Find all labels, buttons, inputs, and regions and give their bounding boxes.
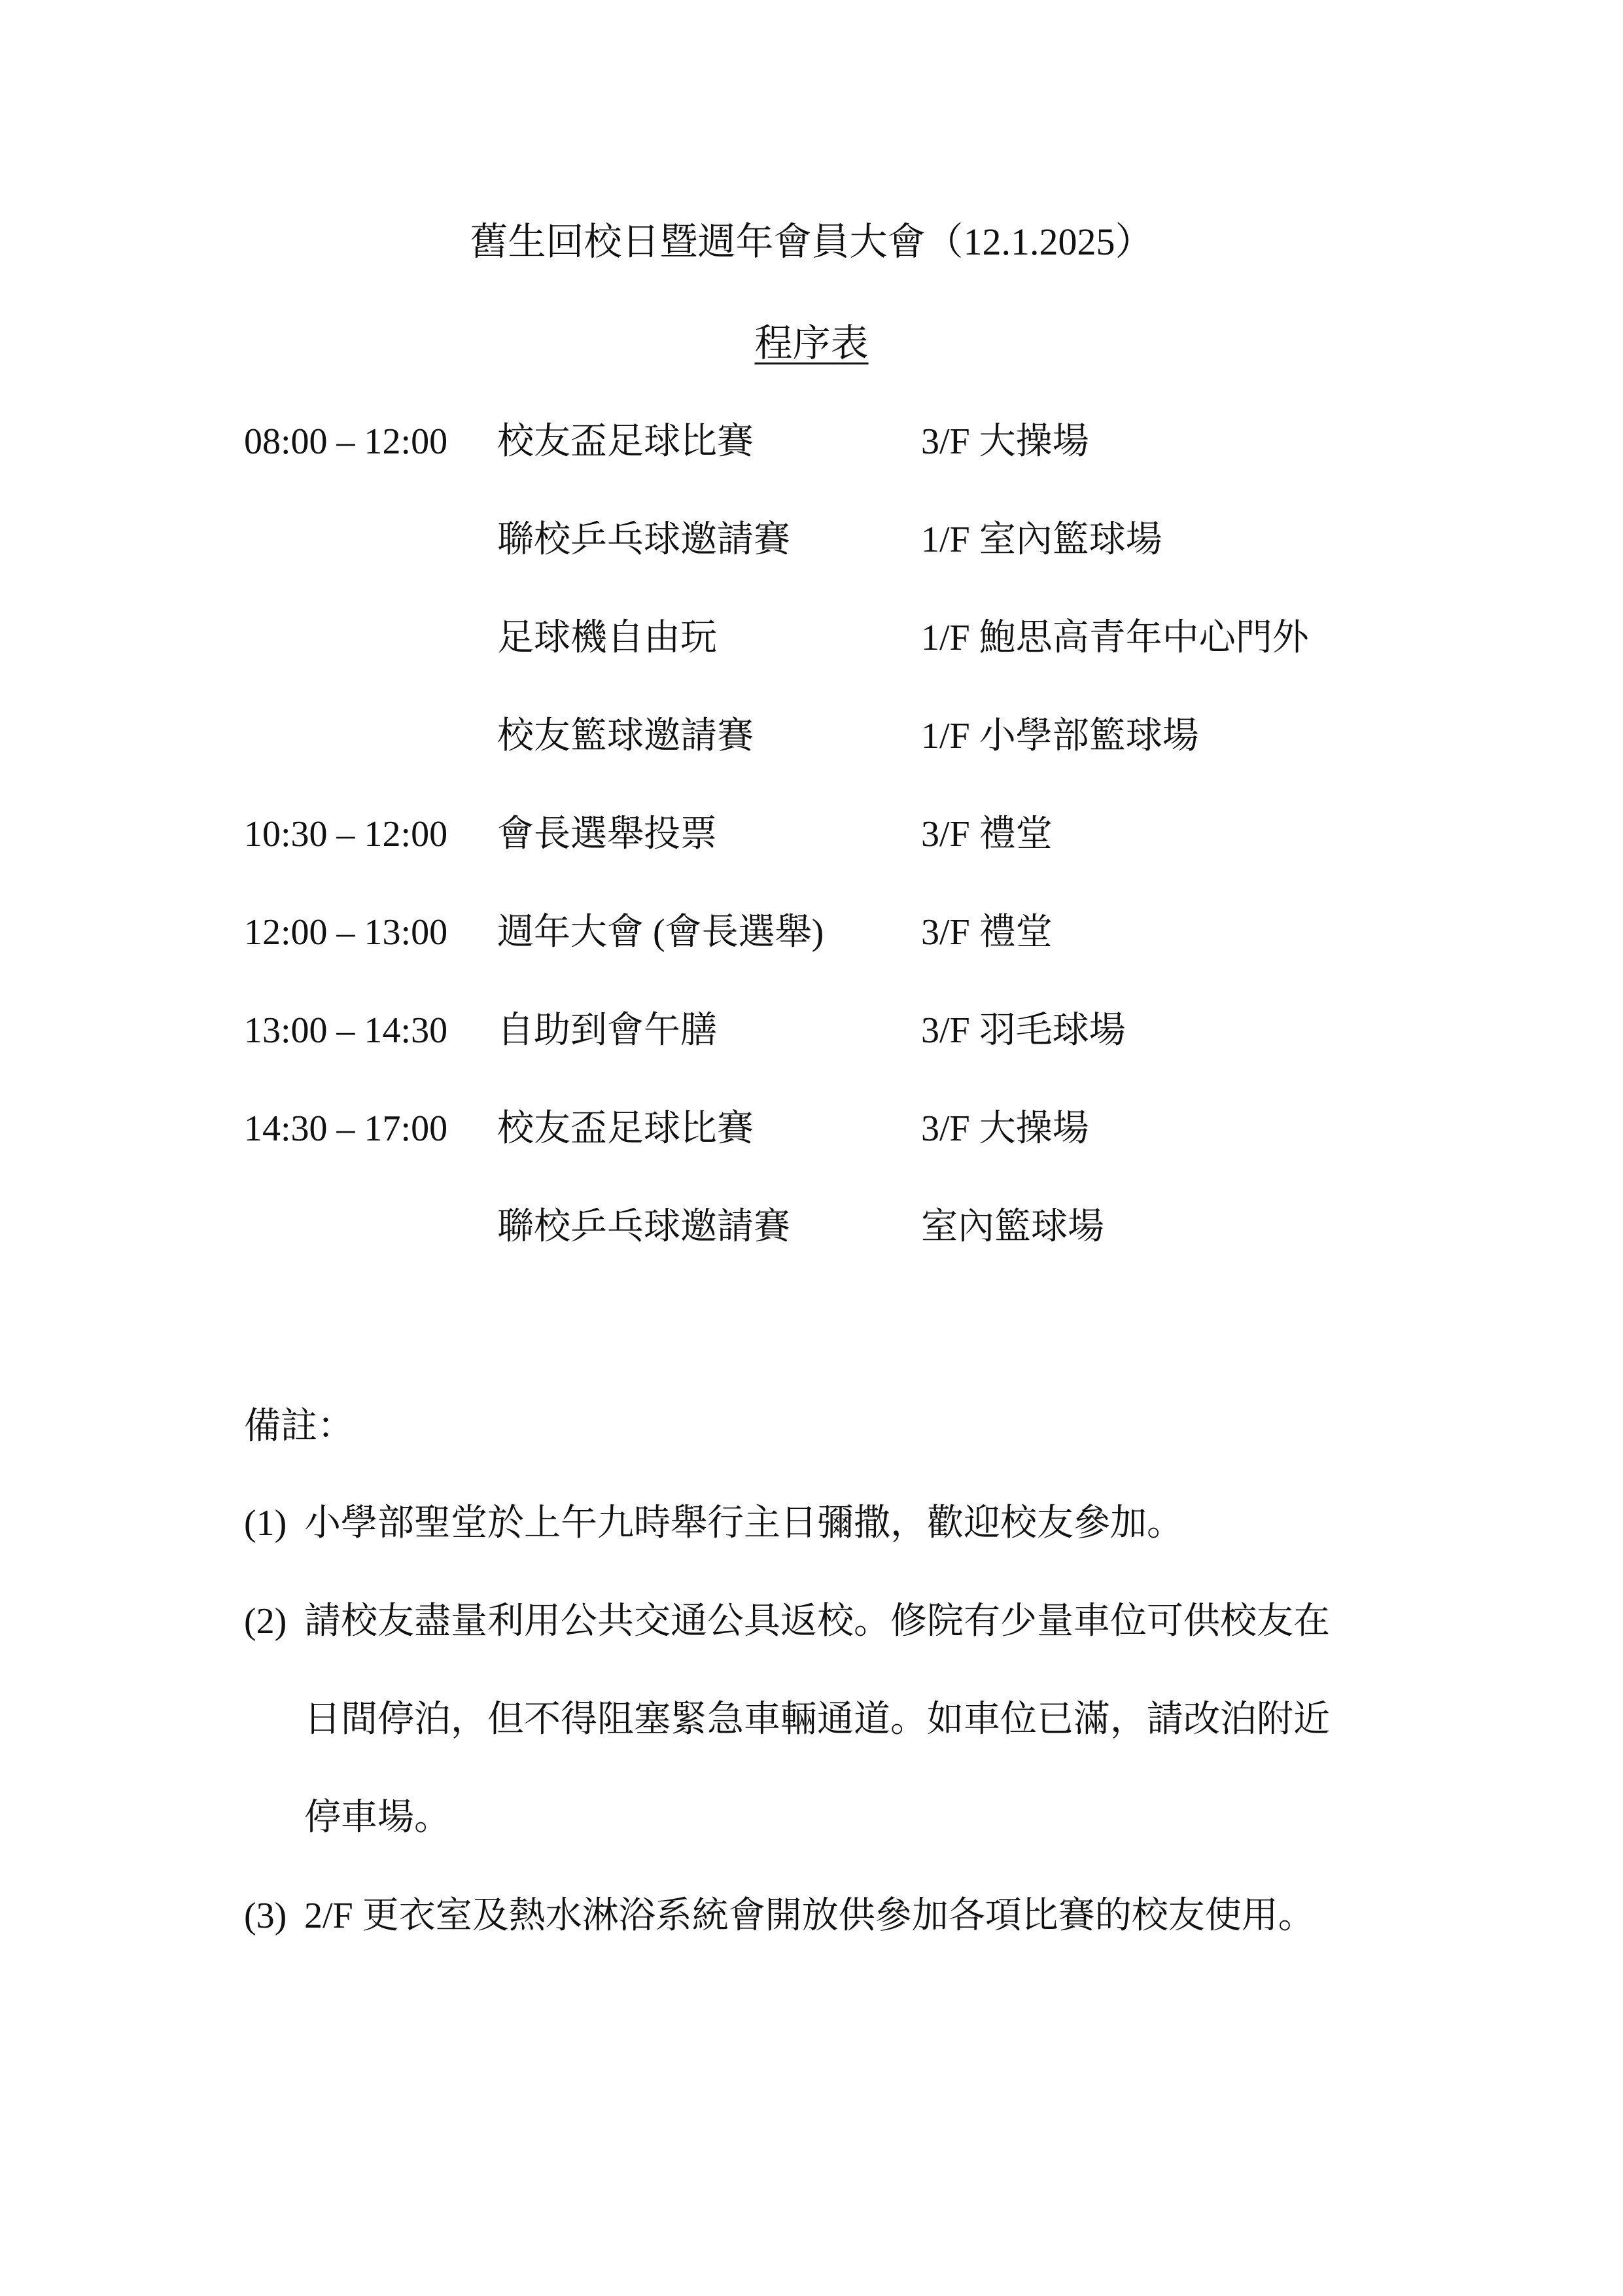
schedule-event: 校友盃足球比賽 — [497, 421, 754, 462]
schedule-table — [244, 415, 1422, 1299]
schedule-row — [244, 612, 1422, 710]
note-text-line: 請校友盡量利用公共交通公具返校。修院有少量車位可供校友在 — [304, 1601, 1330, 1642]
schedule-row — [244, 1004, 1422, 1103]
schedule-event: 校友盃足球比賽 — [497, 1108, 754, 1149]
schedule-event: 校友籃球邀請賽 — [497, 716, 754, 756]
schedule-event: 會長選舉投票 — [497, 814, 717, 855]
note-text-line: 小學部聖堂於上午九時舉行主日彌撒，歡迎校友參加。 — [304, 1503, 1183, 1544]
schedule-venue: 3/F 禮堂 — [921, 814, 1053, 855]
schedule-event: 足球機自由玩 — [497, 618, 717, 658]
note-number: (3) — [244, 1896, 287, 1936]
schedule-row — [244, 415, 1422, 514]
schedule-time: 13:00 – 14:30 — [244, 1010, 448, 1051]
schedule-heading — [0, 317, 1623, 370]
note-number: (1) — [244, 1503, 287, 1544]
schedule-row — [244, 906, 1422, 1004]
schedule-venue: 1/F 小學部籃球場 — [921, 716, 1199, 756]
schedule-venue: 3/F 羽毛球場 — [921, 1010, 1126, 1051]
schedule-row — [244, 1103, 1422, 1201]
note-text-line: 2/F 更衣室及熱水淋浴系統會開放供參加各項比賽的校友使用。 — [304, 1896, 1315, 1936]
schedule-row — [244, 710, 1422, 808]
schedule-venue: 3/F 大操場 — [921, 1108, 1089, 1149]
schedule-time: 10:30 – 12:00 — [244, 814, 448, 855]
schedule-venue: 室內籃球場 — [921, 1207, 1104, 1247]
schedule-time: 08:00 – 12:00 — [244, 421, 448, 462]
schedule-event: 聯校乒乓球邀請賽 — [497, 520, 790, 560]
note-text-line: 日間停泊，但不得阻塞緊急車輛通道。如車位已滿，請改泊附近 — [304, 1699, 1330, 1740]
schedule-row — [244, 514, 1422, 612]
schedule-event: 自助到會午膳 — [497, 1010, 717, 1051]
schedule-row — [244, 808, 1422, 906]
schedule-venue: 1/F 室內籃球場 — [921, 520, 1162, 560]
note-number: (2) — [244, 1601, 287, 1642]
document-title: 舊生回校日暨週年會員大會（12.1.2025） — [470, 221, 1153, 263]
schedule-event: 週年大會 (會長選舉) — [497, 912, 824, 953]
schedule-venue: 3/F 禮堂 — [921, 912, 1053, 953]
schedule-venue: 1/F 鮑思高青年中心門外 — [921, 618, 1309, 658]
note-text-line: 停車場。 — [304, 1797, 451, 1838]
schedule-row — [244, 1201, 1422, 1299]
schedule-venue: 3/F 大操場 — [921, 421, 1089, 462]
schedule-heading-text: 程序表 — [754, 322, 869, 364]
schedule-time: 12:00 – 13:00 — [244, 912, 448, 953]
schedule-time: 14:30 – 17:00 — [244, 1108, 448, 1149]
notes-heading: 備註： — [244, 1406, 354, 1447]
schedule-event: 聯校乒乓球邀請賽 — [497, 1207, 790, 1247]
